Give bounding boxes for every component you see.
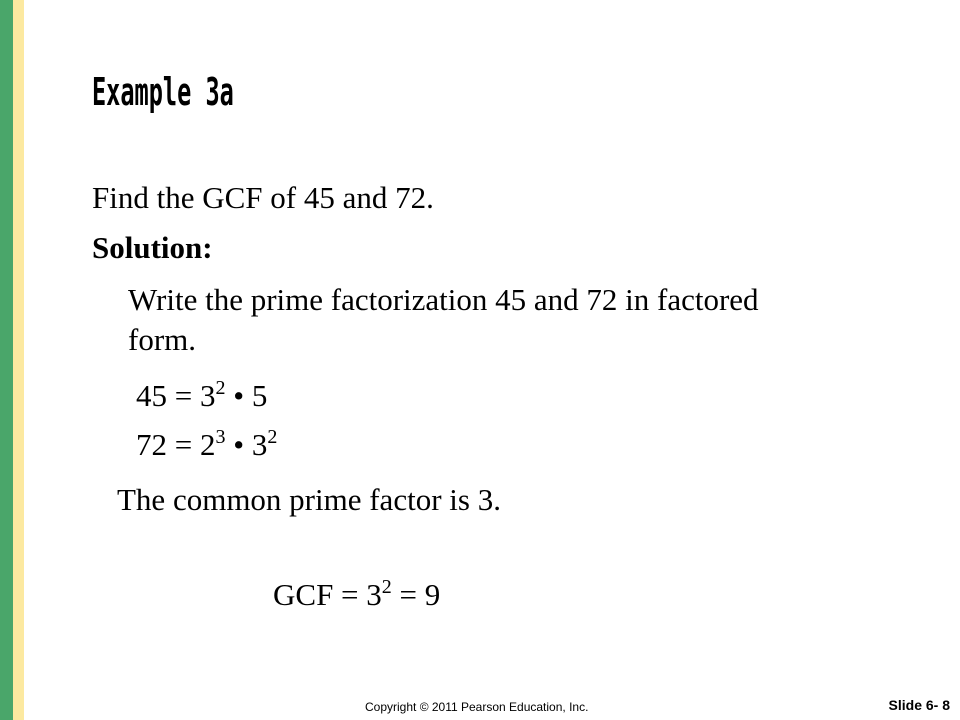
instruction-line-1: Write the prime factorization 45 and 72 in factored — [128, 282, 759, 317]
equation-45-lhs: 45 = 3 — [136, 378, 216, 413]
gcf-exponent: 2 — [381, 576, 392, 598]
instruction-line-2: form. — [128, 322, 197, 357]
common-factor-statement: The common prime factor is 3. — [117, 482, 501, 517]
equation-72-exponent-2: 2 — [267, 426, 278, 448]
problem-statement: Find the GCF of 45 and 72. — [92, 180, 434, 215]
left-accent-bar-yellow — [13, 0, 24, 720]
equation-45-exponent: 2 — [215, 377, 226, 399]
slide-title: Example 3a — [92, 70, 234, 114]
equation-72-mid: • 3 — [225, 427, 268, 462]
left-accent-bar-green — [0, 0, 13, 720]
equation-72 — [136, 427, 277, 463]
slide-number: Slide 6- 8 — [888, 697, 950, 713]
equation-45 — [136, 378, 267, 414]
gcf-rest: = 9 — [391, 577, 441, 612]
equation-72-exponent-1: 3 — [215, 426, 226, 448]
footer-copyright: Copyright © 2011 Pearson Education, Inc. — [365, 700, 589, 714]
equation-45-rest: • 5 — [225, 378, 268, 413]
solution-label: Solution: — [92, 230, 213, 265]
gcf-lhs: GCF = 3 — [273, 577, 382, 612]
equation-72-lhs: 72 = 2 — [136, 427, 216, 462]
gcf-result — [273, 577, 440, 613]
